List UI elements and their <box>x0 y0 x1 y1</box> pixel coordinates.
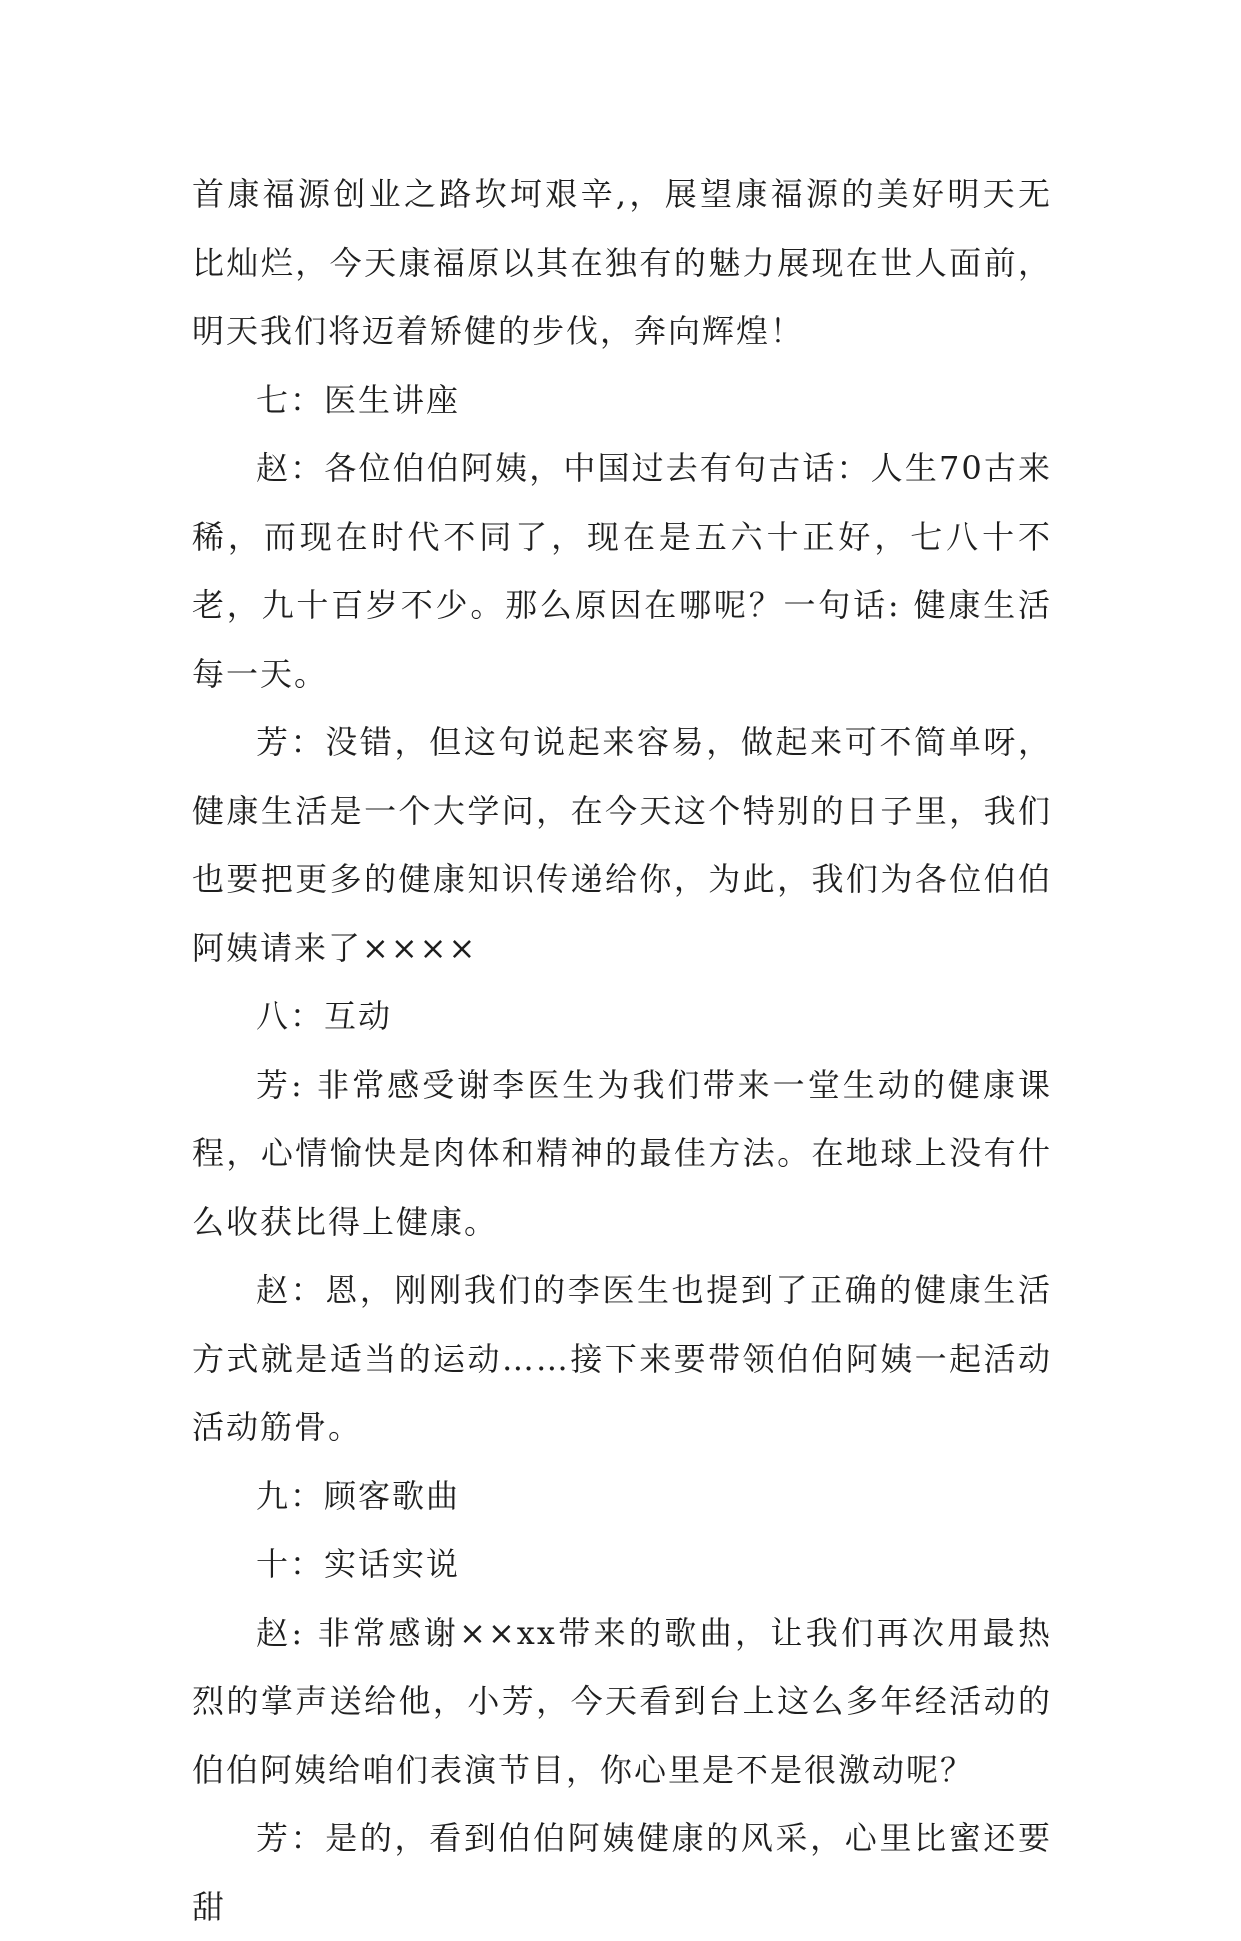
section-heading-customer-song: 九：顾客歌曲 <box>256 1476 461 1515</box>
paragraph-zhao-1: 赵：各位伯伯阿姨，中国过去有句古话：人生70古来稀，而现在时代不同了，现在是五六十正好，七八十不老，九十百岁不少。那么原因在哪呢？一句话: 健康生活每一天。 <box>192 449 1052 693</box>
paragraph-zhao-2: 赵：恩，刚刚我们的李医生也提到了正确的健康生活方式就是适当的运动……接下来要带领伯伯阿姨一起活动活动筋骨。 <box>192 1271 1052 1446</box>
paragraph-zhao-3: 赵: 非常感谢××xx带来的歌曲，让我们再次用最热烈的掌声送给他，小芳，今天看到台上这么多年经活动的伯伯阿姨给咱们表演节目，你心里是不是很激动呢？ <box>192 1613 1052 1789</box>
paragraph-fang-1: 芳：没错，但这句说起来容易，做起来可不简单呀，健康生活是一个大学问，在今天这个特别的日子里，我们也要把更多的健康知识传递给你，为此，我们为各位伯伯阿姨请来了×××× <box>192 723 1052 967</box>
paragraph-intro: 首康福源创业之路坎坷艰辛,，展望康福源的美好明天无比灿烂，今天康福原以其在独有的魅力展现在世人面前，明天我们将迈着矫健的步伐，奔向辉煌！ <box>192 175 1052 350</box>
section-heading-interaction: 八：互动 <box>256 997 393 1035</box>
paragraph-fang-3: 芳：是的，看到伯伯阿姨健康的风采，心里比蜜还要甜 <box>192 1819 1052 1926</box>
document-body <box>192 160 1052 1941</box>
paragraph-fang-2: 芳: 非常感受谢李医生为我们带来一堂生动的健康课程，心情愉快是肉体和精神的最佳方法。在地球上没有什么收获比得上健康。 <box>192 1065 1052 1241</box>
section-heading-doctor-lecture: 七：医生讲座 <box>256 380 461 419</box>
section-heading-honest-talk: 十：实话实说 <box>256 1545 461 1583</box>
